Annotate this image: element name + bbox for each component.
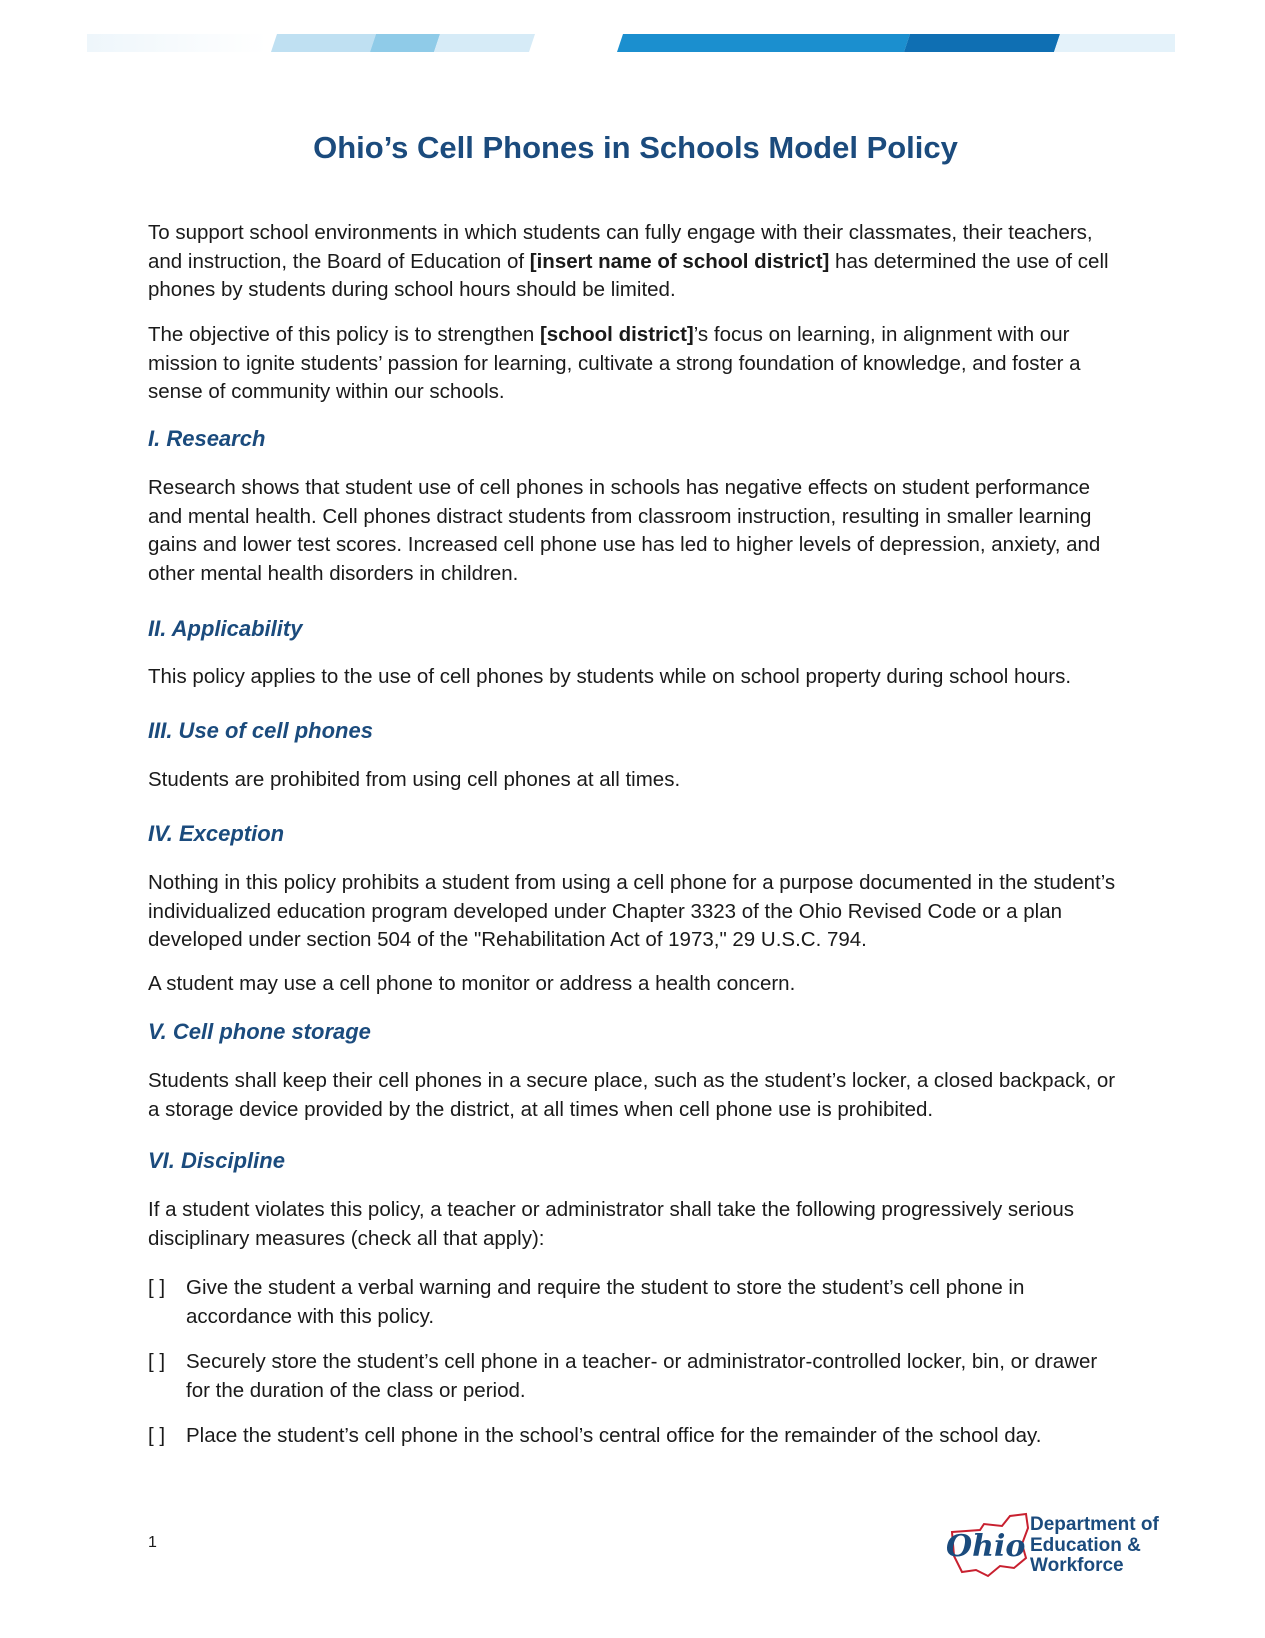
checkbox-label: Securely store the student’s cell phone in a teacher- or administrator-controlled locker, bin, or drawer for the duration of the class or period. [186,1350,1098,1402]
section-body-discipline: If a student violates this policy, a teacher or administrator shall take the following progressively serious disciplinary measures (check all that apply): [148,1198,1074,1250]
section-body-applicability: This policy applies to the use of cell phones by students while on school property during school hours. [148,665,1072,688]
section-body-storage: Students shall keep their cell phones in a secure place, such as the student’s locker, a closed backpack, or a storage device provided by the district, at all times when cell phone use is prohibited. [148,1069,1116,1121]
section-heading-exception: IV. Exception [148,821,285,846]
discipline-checkbox-item[interactable] [148,1274,1123,1331]
section-body-use: Students are prohibited from using cell phones at all times. [148,768,681,791]
section-heading-applicability: II. Applicability [148,616,303,641]
checkbox-mark[interactable]: [ ] [148,1424,166,1447]
section-heading-research: I. Research [148,426,266,451]
section-body-research: Research shows that student use of cell phones in schools has negative effects on student performance and mental health. Cell phones distract students from classroom instruction, resulting in smaller learning gains and lower test scores. Increased cell phone use has led to higher levels of depression, anxiety, and other mental health disorders in children. [148,476,1101,585]
district-placeholder: [insert name of school district] [529,249,830,273]
discipline-checkbox-item[interactable] [148,1422,1123,1451]
section-heading-use: III. Use of cell phones [148,718,373,743]
intro-paragraph-1: To support school environments in which students can fully engage with their classmates, their teachers, and instruction, the Board of Education of [insert name of school district] has determined the use of cell phones by students during school hours should be limited. [148,221,1109,301]
checkbox-mark[interactable]: [ ] [148,1276,166,1299]
checkbox-label: Give the student a verbal warning and require the student to store the student’s cell phone in accordance with this policy. [186,1276,1025,1328]
section-body-exception-2: A student may use a cell phone to monitor or address a health concern. [148,972,796,995]
intro-paragraph-2: The objective of this policy is to strengthen [school district]’s focus on learning, in alignment with our mission to ignite students’ passion for learning, cultivate a strong foundation of knowledge, and foster a sense of community within our schools. [148,323,1081,403]
section-heading-discipline: VI. Discipline [148,1148,285,1173]
discipline-checkbox-item[interactable] [148,1348,1123,1405]
svg-text:Ohio: Ohio [946,1529,1026,1564]
document-title: Ohio’s Cell Phones in Schools Model Policy [313,130,958,165]
department-logo-text: Department of Education & Workforce [1030,1514,1159,1576]
checkbox-mark[interactable]: [ ] [148,1350,166,1373]
checkbox-label: Place the student’s cell phone in the school’s central office for the remainder of the school day. [186,1424,1042,1447]
section-heading-storage: V. Cell phone storage [148,1019,371,1044]
district-placeholder: [school district] [539,323,694,346]
header-banner [0,0,1265,60]
page-number: 1 [148,1534,157,1551]
section-body-exception-1: Nothing in this policy prohibits a student from using a cell phone for a purpose documented in the student’s individualized education program developed under Chapter 3323 of the Ohio Revised Code or a plan developed under section 504 of the "Rehabilitation Act of 1973," 29 U.S.C. 794. [148,871,1116,951]
